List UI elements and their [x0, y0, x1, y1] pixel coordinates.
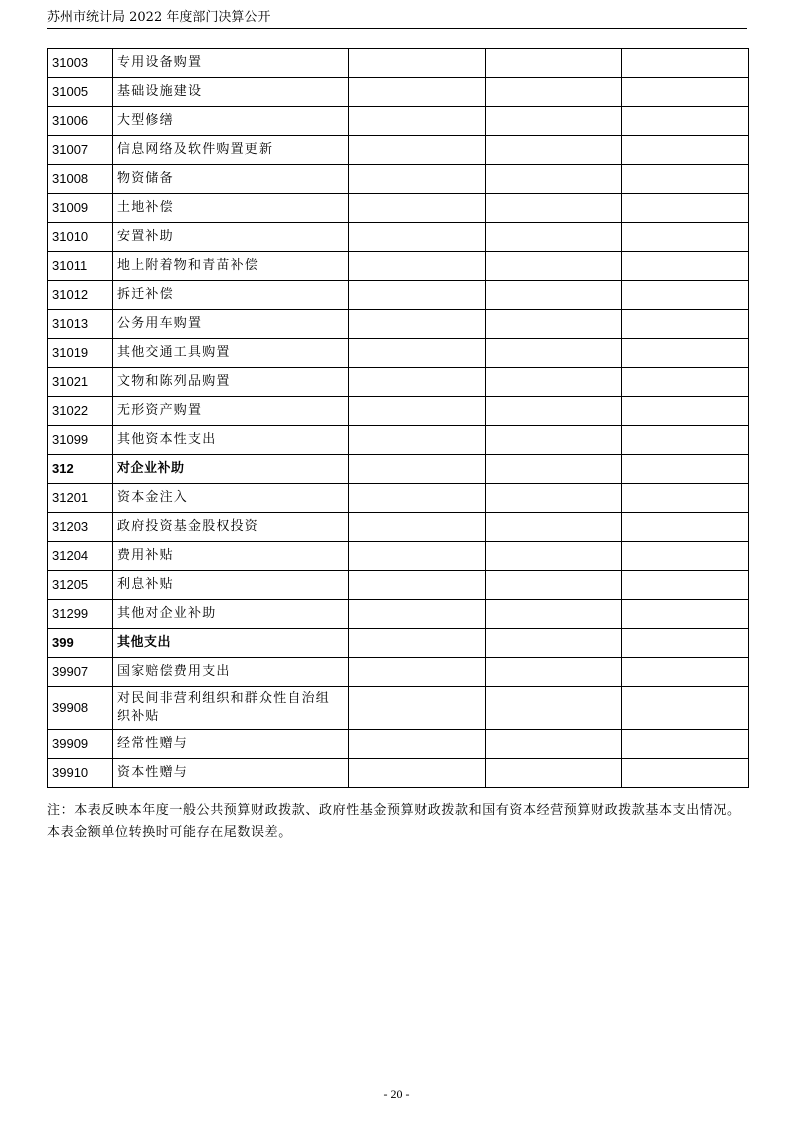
- table-row: [48, 730, 749, 759]
- item-name-cell: 专用设备购置: [113, 49, 349, 78]
- economic-code-cell: 31006: [48, 107, 113, 136]
- table-row: [48, 687, 749, 730]
- amount-cell-1: [349, 78, 486, 107]
- table-row: [48, 165, 749, 194]
- item-name-cell: 公务用车购置: [113, 310, 349, 339]
- table-body: [48, 49, 749, 788]
- category-row: [48, 455, 749, 484]
- item-name-cell: 其他交通工具购置: [113, 339, 349, 368]
- amount-cell-2: [486, 759, 622, 788]
- amount-cell-2: [486, 513, 622, 542]
- economic-code-cell: 31203: [48, 513, 113, 542]
- amount-cell-3: [622, 730, 749, 759]
- item-name-cell: 资本金注入: [113, 484, 349, 513]
- table-row: [48, 426, 749, 455]
- amount-cell-3: [622, 339, 749, 368]
- amount-cell-1: [349, 194, 486, 223]
- item-name-cell: 大型修缮: [113, 107, 349, 136]
- amount-cell-3: [622, 252, 749, 281]
- amount-cell-1: [349, 49, 486, 78]
- amount-cell-2: [486, 629, 622, 658]
- amount-cell-1: [349, 730, 486, 759]
- economic-code-cell: 31007: [48, 136, 113, 165]
- page-number: - 20 -: [383, 1087, 410, 1101]
- table-row: [48, 107, 749, 136]
- item-name-cell: 对民间非营利组织和群众性自治组织补贴: [113, 687, 349, 730]
- amount-cell-2: [486, 49, 622, 78]
- amount-cell-2: [486, 136, 622, 165]
- economic-code-cell: 31019: [48, 339, 113, 368]
- amount-cell-2: [486, 571, 622, 600]
- amount-cell-2: [486, 165, 622, 194]
- economic-code-cell: 31022: [48, 397, 113, 426]
- economic-code-cell: 39908: [48, 687, 113, 730]
- economic-code-cell: 31204: [48, 542, 113, 571]
- amount-cell-2: [486, 223, 622, 252]
- amount-cell-1: [349, 658, 486, 687]
- item-name-cell: 其他对企业补助: [113, 600, 349, 629]
- table-row: [48, 252, 749, 281]
- amount-cell-1: [349, 513, 486, 542]
- item-name-cell: 费用补贴: [113, 542, 349, 571]
- amount-cell-2: [486, 281, 622, 310]
- economic-code-cell: 31299: [48, 600, 113, 629]
- item-name-cell: 文物和陈列品购置: [113, 368, 349, 397]
- amount-cell-3: [622, 687, 749, 730]
- economic-code-cell: 31011: [48, 252, 113, 281]
- amount-cell-3: [622, 165, 749, 194]
- amount-cell-3: [622, 281, 749, 310]
- economic-code-cell: 31009: [48, 194, 113, 223]
- item-name-cell: 无形资产购置: [113, 397, 349, 426]
- table-row: [48, 484, 749, 513]
- table-row: [48, 600, 749, 629]
- amount-cell-3: [622, 484, 749, 513]
- amount-cell-3: [622, 426, 749, 455]
- table-row: [48, 310, 749, 339]
- economic-code-cell: 399: [48, 629, 113, 658]
- table-row: [48, 194, 749, 223]
- item-name-cell: 基础设施建设: [113, 78, 349, 107]
- economic-code-cell: 31205: [48, 571, 113, 600]
- amount-cell-1: [349, 455, 486, 484]
- amount-cell-1: [349, 368, 486, 397]
- document-header: [47, 8, 747, 29]
- amount-cell-3: [622, 49, 749, 78]
- amount-cell-1: [349, 107, 486, 136]
- category-row: [48, 629, 749, 658]
- amount-cell-1: [349, 426, 486, 455]
- amount-cell-3: [622, 397, 749, 426]
- amount-cell-3: [622, 78, 749, 107]
- item-name-cell: 信息网络及软件购置更新: [113, 136, 349, 165]
- amount-cell-2: [486, 310, 622, 339]
- amount-cell-3: [622, 455, 749, 484]
- amount-cell-1: [349, 310, 486, 339]
- amount-cell-3: [622, 629, 749, 658]
- table-row: [48, 658, 749, 687]
- amount-cell-1: [349, 542, 486, 571]
- item-name-cell: 经常性赠与: [113, 730, 349, 759]
- amount-cell-3: [622, 759, 749, 788]
- amount-cell-2: [486, 687, 622, 730]
- amount-cell-3: [622, 310, 749, 339]
- table-row: [48, 49, 749, 78]
- amount-cell-1: [349, 136, 486, 165]
- economic-code-cell: 31021: [48, 368, 113, 397]
- amount-cell-1: [349, 281, 486, 310]
- table-footnote: 注：本表反映本年度一般公共预算财政拨款、政府性基金预算财政拨款和国有资本经营预算财政拨款基本支出情况。本表金额单位转换时可能存在尾数误差。: [47, 803, 741, 840]
- item-name-cell: 其他支出: [113, 629, 349, 658]
- table-row: [48, 339, 749, 368]
- amount-cell-2: [486, 600, 622, 629]
- amount-cell-1: [349, 397, 486, 426]
- economic-code-cell: 31008: [48, 165, 113, 194]
- amount-cell-3: [622, 194, 749, 223]
- amount-cell-2: [486, 658, 622, 687]
- table-row: [48, 513, 749, 542]
- amount-cell-2: [486, 730, 622, 759]
- amount-cell-1: [349, 687, 486, 730]
- amount-cell-3: [622, 571, 749, 600]
- amount-cell-2: [486, 78, 622, 107]
- table-row: [48, 759, 749, 788]
- amount-cell-3: [622, 658, 749, 687]
- table-row: [48, 78, 749, 107]
- amount-cell-1: [349, 759, 486, 788]
- amount-cell-2: [486, 107, 622, 136]
- economic-code-cell: 31005: [48, 78, 113, 107]
- item-name-cell: 土地补偿: [113, 194, 349, 223]
- item-name-cell: 国家赔偿费用支出: [113, 658, 349, 687]
- economic-code-cell: 31003: [48, 49, 113, 78]
- amount-cell-2: [486, 484, 622, 513]
- amount-cell-3: [622, 542, 749, 571]
- economic-code-cell: 31201: [48, 484, 113, 513]
- amount-cell-3: [622, 368, 749, 397]
- economic-code-cell: 31013: [48, 310, 113, 339]
- item-name-cell: 地上附着物和青苗补偿: [113, 252, 349, 281]
- economic-code-cell: 31012: [48, 281, 113, 310]
- amount-cell-2: [486, 426, 622, 455]
- economic-code-cell: 39907: [48, 658, 113, 687]
- table-row: [48, 223, 749, 252]
- amount-cell-2: [486, 194, 622, 223]
- amount-cell-2: [486, 542, 622, 571]
- economic-code-cell: 39909: [48, 730, 113, 759]
- amount-cell-1: [349, 252, 486, 281]
- amount-cell-1: [349, 629, 486, 658]
- amount-cell-1: [349, 484, 486, 513]
- amount-cell-3: [622, 513, 749, 542]
- header-title: 苏州市统计局 2022 年度部门决算公开: [47, 10, 271, 25]
- economic-code-cell: 31099: [48, 426, 113, 455]
- amount-cell-3: [622, 136, 749, 165]
- item-name-cell: 对企业补助: [113, 455, 349, 484]
- item-name-cell: 拆迁补偿: [113, 281, 349, 310]
- economic-code-cell: 31010: [48, 223, 113, 252]
- item-name-cell: 资本性赠与: [113, 759, 349, 788]
- amount-cell-2: [486, 455, 622, 484]
- table-row: [48, 542, 749, 571]
- amount-cell-1: [349, 339, 486, 368]
- item-name-cell: 安置补助: [113, 223, 349, 252]
- amount-cell-2: [486, 339, 622, 368]
- amount-cell-3: [622, 107, 749, 136]
- table-row: [48, 136, 749, 165]
- economic-code-cell: 312: [48, 455, 113, 484]
- amount-cell-1: [349, 165, 486, 194]
- amount-cell-2: [486, 368, 622, 397]
- table-row: [48, 397, 749, 426]
- item-name-cell: 政府投资基金股权投资: [113, 513, 349, 542]
- item-name-cell: 利息补贴: [113, 571, 349, 600]
- table-row: [48, 368, 749, 397]
- item-name-cell: 物资储备: [113, 165, 349, 194]
- amount-cell-2: [486, 397, 622, 426]
- amount-cell-1: [349, 600, 486, 629]
- amount-cell-2: [486, 252, 622, 281]
- amount-cell-3: [622, 223, 749, 252]
- economic-code-cell: 39910: [48, 759, 113, 788]
- amount-cell-1: [349, 571, 486, 600]
- table-row: [48, 281, 749, 310]
- table-row: [48, 571, 749, 600]
- item-name-cell: 其他资本性支出: [113, 426, 349, 455]
- amount-cell-3: [622, 600, 749, 629]
- amount-cell-1: [349, 223, 486, 252]
- budget-expenditure-table: [47, 48, 749, 788]
